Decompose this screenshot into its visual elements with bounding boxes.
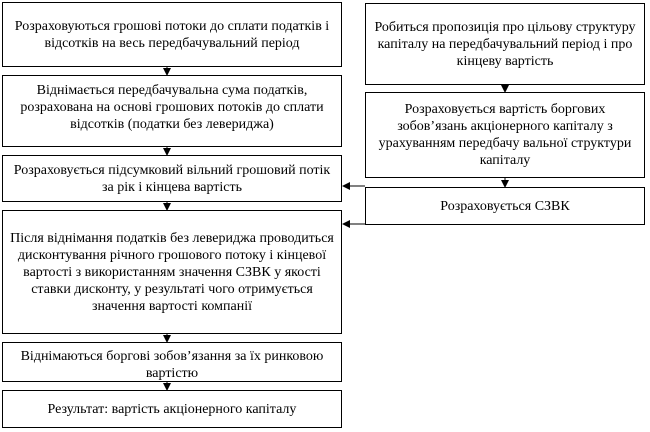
box-cash-flows-before-taxes [2, 2, 342, 67]
box-free-cash-flow-terminal-value [2, 155, 342, 202]
box-subtract-unlevered-taxes [2, 75, 342, 147]
box-subtract-debt [2, 342, 342, 382]
box-result-equity-value-text: Результат: вартість акціонерного капіталу [47, 401, 297, 417]
box-cost-of-debt-equity [365, 92, 645, 178]
box-target-capital-structure [365, 3, 645, 85]
box-cash-flows-before-taxes-text: Розраховуються грошові потоки до сплати податків і відсотків на весь передбачувальний період [14, 18, 330, 51]
box-discounting-company-value [2, 210, 342, 334]
box-subtract-unlevered-taxes-text: Віднімається передбачувальна сума податків, розрахована на основі грошових потоків до сплати відсотків (податки без левериджа) [20, 83, 324, 132]
box-subtract-debt-text: Віднімаються боргові зобов’язання за їх ринковою вартістю [20, 349, 324, 381]
box-cost-of-debt-equity-text: Розраховується вартість боргових зобов’язань акціонерного капіталу з урахуванням передбачу вальної структури капіталу [378, 102, 632, 168]
box-target-capital-structure-text: Робиться пропозиція про цільову структуру капіталу на передбачувальний період і про кінцеву вартість [374, 19, 636, 69]
box-wacc-calculation-text: Розраховується СЗВК [440, 198, 570, 214]
box-discounting-company-value-text: Після віднімання податків без левериджа проводиться дисконтування річного грошового потоку і кінцевої вартості з використанням значення СЗВК у якості ставки дисконту, у результаті чого отримується значення вартості компанії [10, 230, 334, 314]
box-result-equity-value [2, 390, 342, 428]
box-wacc-calculation [365, 187, 645, 225]
box-free-cash-flow-terminal-value-text: Розраховується підсумковий вільний грошовий потік за рік і кінцева вартість [13, 162, 331, 195]
